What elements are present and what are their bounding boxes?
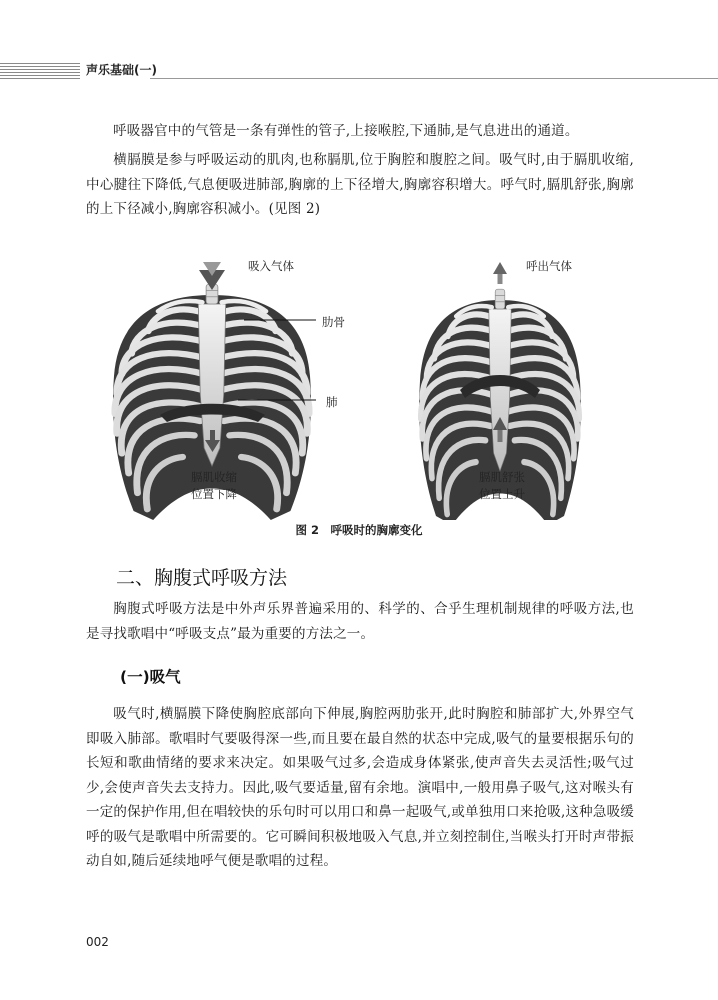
paragraph-text: 胸腹式呼吸方法是中外声乐界普遍采用的、科学的、合乎生理机制规律的呼吸方法,也是寻找歌唱中“呼吸支点”最为重要的方法之一。 — [86, 601, 634, 642]
paragraph-trachea — [86, 119, 634, 144]
subsection-heading: (一)吸气 — [120, 668, 181, 686]
page-number: 002 — [86, 935, 109, 949]
paragraph-text: 横膈膜是参与呼吸运动的肌肉,也称膈肌,位于胸腔和腹腔之间。吸气时,由于膈肌收缩,中心腱往下降低,气息便吸进肺部,胸廓的上下径增大,胸廓容积增大。呼气时,膈肌舒张,胸廓的上下径减小,胸廓容积减小。(见图 2) — [86, 152, 634, 217]
figure-label-lung: 肺 — [326, 395, 338, 409]
figure-label-inhale: 吸入气体 — [248, 259, 294, 273]
figure-label-exhale: 呼出气体 — [526, 259, 572, 273]
arrow-up-icon — [498, 274, 503, 284]
figure-caption-right — [474, 469, 530, 503]
running-header-title: 声乐基础(一) — [86, 63, 157, 77]
figure-rib-cages — [0, 240, 718, 520]
arrow-down-icon — [210, 430, 215, 440]
figure-caption-left — [186, 469, 242, 503]
paragraph-text: 呼吸器官中的气管是一条有弹性的管子,上接喉腔,下通肺,是气息进出的通道。 — [113, 123, 579, 139]
figure-caption: 图 2 呼吸时的胸廓变化 — [295, 523, 423, 537]
figure-caption-right-line1: 膈肌舒张 — [479, 470, 525, 484]
section-heading: 二、胸腹式呼吸方法 — [116, 567, 288, 589]
figure-label-rib: 肋骨 — [322, 315, 345, 329]
figure-caption-left-line2: 位置下降 — [191, 487, 237, 501]
figure-caption-right-line2: 位置上升 — [479, 487, 525, 501]
arrow-up-icon — [493, 262, 507, 274]
header-rule — [150, 78, 718, 79]
paragraph-method — [86, 597, 634, 646]
paragraph-inhale — [86, 702, 634, 874]
paragraph-diaphragm — [86, 148, 634, 222]
header-decoration — [0, 63, 80, 79]
figure-caption-left-line1: 膈肌收缩 — [191, 470, 237, 484]
arrow-up-icon — [498, 430, 503, 442]
paragraph-text: 吸气时,横膈膜下降使胸腔底部向下伸展,胸腔两肋张开,此时胸腔和肺部扩大,外界空气即吸入肺部。歌唱时气要吸得深一些,而且要在最自然的状态中完成,吸气的量要根据乐句的长短和歌曲情绪的要求来决定。如果吸气过多,会造成身体紧张,使声音失去灵活性;吸气过少,会使声音失去支持力。因此,吸气要适量,留有余地。演唱中,一般用鼻子吸气,这对喉头有一定的保护作用,但在唱较快的乐句时可以用口和鼻一起吸气,或单独用口来抢吸,这种急吸缓呼的吸气是歌唱中所需要的。它可瞬间积极地吸入气息,并立刻控制住,当喉头打开时声带振动自如,随后延续地呼气便是歌唱的过程。 — [86, 706, 634, 869]
